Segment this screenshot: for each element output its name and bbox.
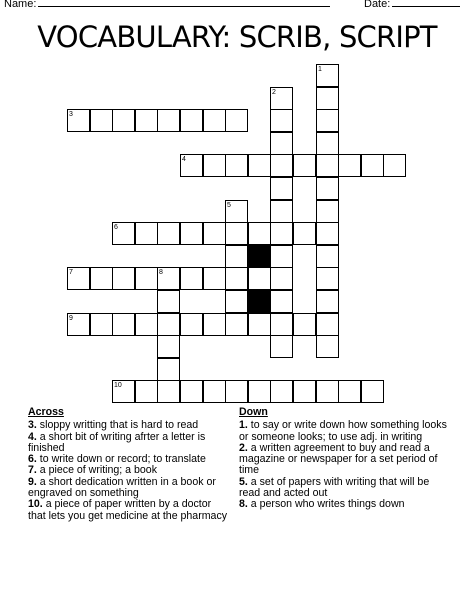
- grid-cell[interactable]: [248, 154, 271, 177]
- clue-text: to say or write down how something looks or someone looks; to use adj. in writing: [239, 419, 447, 443]
- grid-cell[interactable]: [157, 222, 180, 245]
- grid-cell[interactable]: [180, 267, 203, 290]
- grid-cell[interactable]: [316, 87, 339, 110]
- clue-text: a written agreement to buy and read a magazine or newspaper for a set period of time: [239, 441, 438, 477]
- across-clue: [28, 499, 230, 522]
- grid-cell[interactable]: [270, 222, 293, 245]
- down-clue: [239, 499, 451, 510]
- clue-number: 7: [69, 269, 73, 276]
- grid-cell[interactable]: [112, 267, 135, 290]
- grid-cell[interactable]: [316, 109, 339, 132]
- grid-cell[interactable]: [90, 267, 113, 290]
- grid-cell[interactable]: [270, 177, 293, 200]
- grid-cell[interactable]: [248, 313, 271, 336]
- grid-cell[interactable]: [316, 154, 339, 177]
- clue-label: 7.: [28, 464, 37, 477]
- grid-cell[interactable]: [270, 313, 293, 336]
- black-cell: [248, 245, 271, 268]
- clue-number: 4: [182, 156, 186, 163]
- grid-cell[interactable]: [135, 109, 158, 132]
- grid-cell[interactable]: [338, 380, 361, 403]
- clue-text: sloppy writting that is hard to read: [39, 419, 199, 432]
- clue-text: a short dedication written in a book or engraved on something: [28, 475, 216, 500]
- grid-cell[interactable]: [180, 222, 203, 245]
- grid-cell[interactable]: [225, 290, 248, 313]
- grid-cell[interactable]: [67, 267, 90, 290]
- grid-cell[interactable]: [157, 335, 180, 358]
- grid-cell[interactable]: [135, 313, 158, 336]
- grid-cell[interactable]: [316, 267, 339, 290]
- grid-cell[interactable]: [180, 109, 203, 132]
- grid-cell[interactable]: [157, 290, 180, 313]
- grid-cell[interactable]: [203, 313, 226, 336]
- down-heading: Down: [239, 406, 268, 418]
- down-clue: [239, 420, 451, 443]
- grid-cell[interactable]: [112, 313, 135, 336]
- grid-cell[interactable]: [248, 380, 271, 403]
- grid-cell[interactable]: [157, 380, 180, 403]
- grid-cell[interactable]: [361, 154, 384, 177]
- grid-cell[interactable]: [225, 200, 248, 223]
- date-label: Date:: [364, 0, 391, 10]
- clue-number: 2: [272, 89, 276, 96]
- grid-cell[interactable]: [180, 380, 203, 403]
- grid-cell[interactable]: [293, 222, 316, 245]
- clue-text: to write down or record; to translate: [39, 453, 206, 466]
- grid-cell[interactable]: [112, 222, 135, 245]
- grid-cell[interactable]: [361, 380, 384, 403]
- grid-cell[interactable]: [157, 313, 180, 336]
- grid-cell[interactable]: [225, 313, 248, 336]
- grid-cell[interactable]: [203, 222, 226, 245]
- grid-cell[interactable]: [135, 222, 158, 245]
- across-heading: Across: [28, 406, 64, 418]
- grid-cell[interactable]: [270, 109, 293, 132]
- grid-cell[interactable]: [316, 335, 339, 358]
- name-label: Name:: [4, 0, 37, 10]
- grid-cell[interactable]: [270, 87, 293, 110]
- grid-cell[interactable]: [316, 380, 339, 403]
- grid-cell[interactable]: [157, 267, 180, 290]
- clue-text: a piece of writing; a book: [39, 464, 157, 477]
- grid-cell[interactable]: [248, 222, 271, 245]
- grid-cell[interactable]: [203, 154, 226, 177]
- grid-cell[interactable]: [316, 222, 339, 245]
- grid-cell[interactable]: [112, 380, 135, 403]
- grid-cell[interactable]: [316, 64, 339, 87]
- grid-cell[interactable]: [248, 267, 271, 290]
- page-title: VOCABULARY: SCRIB, SCRIPT: [37, 20, 437, 54]
- across-clue: [28, 432, 230, 455]
- clue-label: 5.: [239, 475, 248, 488]
- grid-cell[interactable]: [270, 200, 293, 223]
- grid-cell[interactable]: [270, 380, 293, 403]
- black-cell: [248, 290, 271, 313]
- clue-label: 10.: [28, 498, 43, 511]
- grid-cell[interactable]: [316, 245, 339, 268]
- grid-cell[interactable]: [316, 177, 339, 200]
- grid-cell[interactable]: [225, 380, 248, 403]
- clue-number: 1: [318, 66, 322, 73]
- grid-cell[interactable]: [203, 109, 226, 132]
- grid-cell[interactable]: [225, 109, 248, 132]
- clue-number: 6: [114, 224, 118, 231]
- grid-cell[interactable]: [293, 313, 316, 336]
- clue-number: 5: [227, 202, 231, 209]
- grid-cell[interactable]: [270, 290, 293, 313]
- down-clues: [239, 407, 451, 511]
- clue-text: a short bit of writing afrter a letter is finished: [28, 430, 206, 454]
- grid-cell[interactable]: [270, 245, 293, 268]
- clue-label: 4.: [28, 430, 37, 443]
- clue-number: 3: [69, 111, 73, 118]
- down-clue-list: [239, 420, 451, 510]
- clue-label: 3.: [28, 419, 37, 432]
- down-clue: [239, 477, 451, 500]
- clue-label: 6.: [28, 453, 37, 466]
- grid-cell[interactable]: [316, 132, 339, 155]
- clue-number: 8: [159, 269, 163, 276]
- grid-cell[interactable]: [225, 267, 248, 290]
- grid-cell[interactable]: [316, 290, 339, 313]
- grid-cell[interactable]: [180, 154, 203, 177]
- grid-cell[interactable]: [90, 109, 113, 132]
- grid-cell[interactable]: [90, 313, 113, 336]
- clue-number: 10: [114, 382, 122, 389]
- grid-cell[interactable]: [225, 154, 248, 177]
- grid-cell[interactable]: [180, 313, 203, 336]
- clue-text: a piece of paper written by a doctor that lets you get medicine at the pharmacy: [28, 498, 228, 522]
- grid-cell[interactable]: [270, 335, 293, 358]
- grid-cell[interactable]: [383, 154, 406, 177]
- grid-cell[interactable]: [157, 109, 180, 132]
- grid-cell[interactable]: [270, 154, 293, 177]
- grid-cell[interactable]: [225, 245, 248, 268]
- grid-cell[interactable]: [203, 380, 226, 403]
- clue-label: 2.: [239, 441, 248, 454]
- grid-cell[interactable]: [293, 154, 316, 177]
- down-clue: [239, 443, 451, 477]
- grid-cell[interactable]: [316, 200, 339, 223]
- grid-cell[interactable]: [135, 380, 158, 403]
- grid-cell[interactable]: [67, 109, 90, 132]
- grid-cell[interactable]: [112, 109, 135, 132]
- grid-cell[interactable]: [157, 358, 180, 381]
- clue-text: a person who writes things down: [250, 498, 405, 511]
- grid-cell[interactable]: [225, 222, 248, 245]
- grid-cell[interactable]: [293, 380, 316, 403]
- clue-label: 8.: [239, 498, 248, 511]
- grid-cell[interactable]: [316, 313, 339, 336]
- clue-text: a set of papers with writing that will be read and acted out: [239, 475, 430, 500]
- clue-label: 9.: [28, 475, 37, 488]
- grid-cell[interactable]: [67, 313, 90, 336]
- grid-cell[interactable]: [270, 267, 293, 290]
- clue-label: 1.: [239, 419, 248, 432]
- grid-cell[interactable]: [203, 267, 226, 290]
- clue-number: 9: [69, 315, 73, 322]
- grid-cell[interactable]: [338, 154, 361, 177]
- grid-cell[interactable]: [135, 267, 158, 290]
- across-clue: [28, 477, 230, 500]
- across-clues: [28, 407, 230, 522]
- grid-cell[interactable]: [270, 132, 293, 155]
- across-clue-list: [28, 420, 230, 522]
